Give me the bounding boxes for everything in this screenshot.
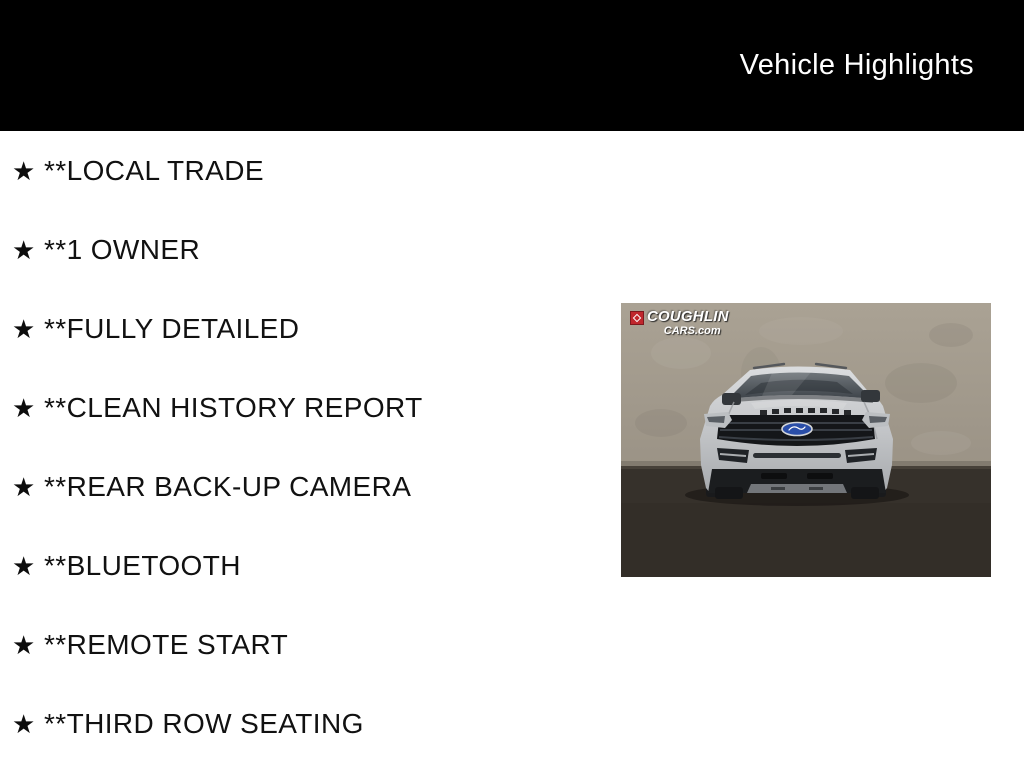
- highlight-label: **BLUETOOTH: [44, 549, 241, 581]
- highlight-label: **1 OWNER: [44, 233, 201, 265]
- header-bar: [0, 0, 1024, 131]
- highlight-item: [0, 289, 620, 368]
- star-icon: ★: [12, 313, 36, 344]
- ford-badge: [782, 423, 812, 436]
- highlight-label: **FULLY DETAILED: [44, 312, 300, 344]
- highlight-item: [0, 605, 620, 684]
- star-icon: ★: [12, 629, 36, 660]
- vehicle-photo-illustration: [621, 303, 991, 577]
- car-mirror-right: [861, 390, 880, 402]
- watermark-dealer-site: CARS.com: [663, 325, 721, 337]
- highlight-item: [0, 684, 620, 763]
- highlight-label: **THIRD ROW SEATING: [44, 707, 364, 739]
- star-icon: ★: [12, 392, 36, 423]
- highlight-item: [0, 447, 620, 526]
- dealer-watermark: [630, 309, 729, 337]
- star-icon: ★: [12, 550, 36, 581]
- star-icon: ★: [12, 155, 36, 186]
- car-mirror-left: [722, 393, 741, 405]
- highlight-item: [0, 210, 620, 289]
- highlight-label: **REAR BACK-UP CAMERA: [44, 470, 412, 502]
- watermark-dealer-name: COUGHLIN: [647, 308, 729, 325]
- highlight-label: **LOCAL TRADE: [44, 154, 264, 186]
- page-title: Vehicle Highlights: [739, 49, 974, 81]
- star-icon: ★: [12, 708, 36, 739]
- highlights-list: [0, 131, 620, 763]
- highlight-item: [0, 526, 620, 605]
- star-icon: ★: [12, 471, 36, 502]
- vehicle-photo: [621, 303, 991, 577]
- star-icon: ★: [12, 234, 36, 265]
- car-tire-right: [851, 487, 879, 499]
- car-tire-left: [715, 487, 743, 499]
- highlight-item: [0, 131, 620, 210]
- highlight-label: **REMOTE START: [44, 628, 289, 660]
- highlight-label: **CLEAN HISTORY REPORT: [44, 391, 423, 423]
- coughlin-logo-icon: [630, 311, 644, 325]
- highlight-item: [0, 368, 620, 447]
